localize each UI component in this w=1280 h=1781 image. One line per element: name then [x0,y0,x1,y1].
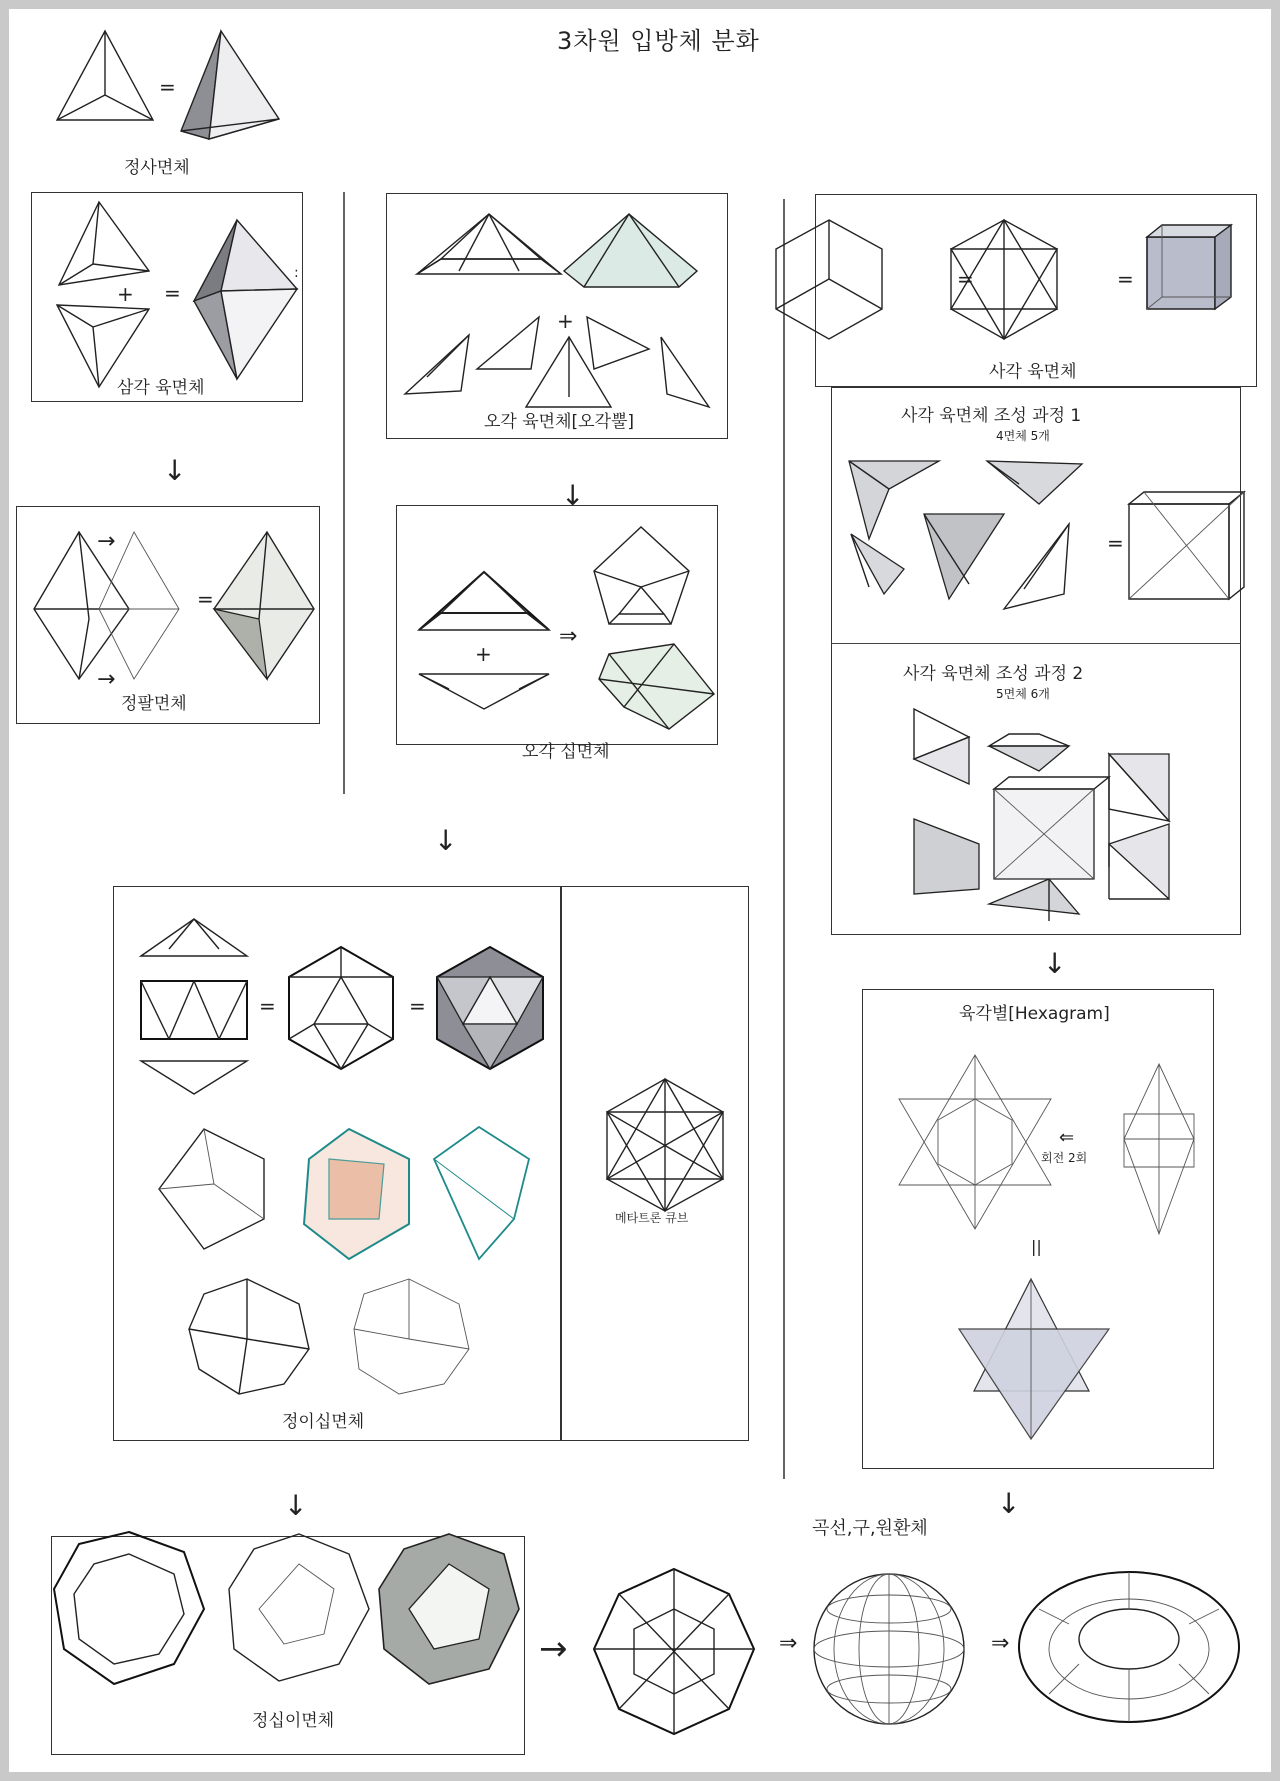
sphere-shape [814,1574,964,1724]
rotation-label: 회전 2회 [1041,1151,1088,1165]
down-arrow-icon: ↓ [561,479,585,512]
triangular-hexahedron-label: 삼각 육면체 [117,378,205,398]
right-arrow-icon: → [97,667,116,692]
down-arrow-icon: ↓ [434,824,458,857]
equals-symbol: = [409,994,426,1018]
implies-symbol: ⇒ [779,1631,798,1656]
equals-symbol: = [164,281,181,305]
plus-symbol: + [117,282,134,306]
equals-symbol: = [1117,267,1134,291]
tetrahedron-shaded-shape [181,31,279,139]
cube-process-2-shape [914,709,1169,921]
plus-symbol: + [475,642,492,666]
diagram-page [9,9,1271,1772]
left-implies-symbol: ⇐ [1059,1127,1075,1148]
equals-symbol: = [197,587,214,611]
overlay-drawing [9,9,1271,1772]
geodesic-sphere-shape [594,1569,754,1734]
cube-process-2-sublabel: 5면체 6개 [996,687,1050,701]
hexagram-shape [899,1055,1194,1439]
tetrahedron-label: 정사면체 [124,158,190,178]
hexagram-label: 육각별[Hexagram] [959,1004,1110,1024]
cube-hexagon-shape [776,220,1231,339]
octahedron-label: 정팔면체 [121,694,187,714]
plus-symbol: + [557,309,574,333]
page-title: 3차원 입방체 분화 [557,27,760,55]
equals-symbol: = [259,994,276,1018]
implies-symbol: ⇒ [991,1631,1010,1656]
pentagonal-decahedron-label: 오각 십면체 [522,742,610,762]
metatron-label: 메타트론 큐브 [615,1211,689,1225]
cube-process-1-label: 사각 육면체 조성 과정 1 [901,406,1082,426]
curved-label: 곡선,구,원환체 [812,1518,928,1539]
implies-symbol: ⇒ [559,624,578,649]
metatron-cube-shape [607,1079,723,1211]
cube-process-2-label: 사각 육면체 조성 과정 2 [903,664,1084,684]
cube-process-1-sublabel: 4면체 5개 [996,429,1050,443]
pentagonal-hexahedron-label: 오각 육면체[오각뿔] [484,412,635,432]
down-arrow-icon: ↓ [997,1487,1021,1520]
colon-symbol: : [294,265,299,281]
icosahedron-shape [141,919,543,1394]
tetrahedron-outline-shape [57,31,153,120]
parallel-symbol: || [1031,1237,1042,1256]
dodecahedron-shape [54,1532,519,1684]
equals-symbol: = [957,267,974,291]
icosahedron-label: 정이십면체 [282,1412,365,1432]
equals-symbol: = [1107,531,1124,555]
right-arrow-icon: → [97,529,116,554]
down-arrow-icon: ↓ [1043,947,1067,980]
equals-symbol: = [159,75,176,99]
down-arrow-icon: ↓ [163,454,187,487]
down-arrow-icon: ↓ [284,1489,308,1522]
octahedron-shape [34,532,314,679]
cube-process-1-shape [849,461,1244,609]
dodecahedron-label: 정십이면체 [252,1711,335,1731]
cube-label: 사각 육면체 [989,362,1077,382]
right-arrow-icon: → [539,1629,568,1669]
torus-shape [1019,1572,1239,1722]
